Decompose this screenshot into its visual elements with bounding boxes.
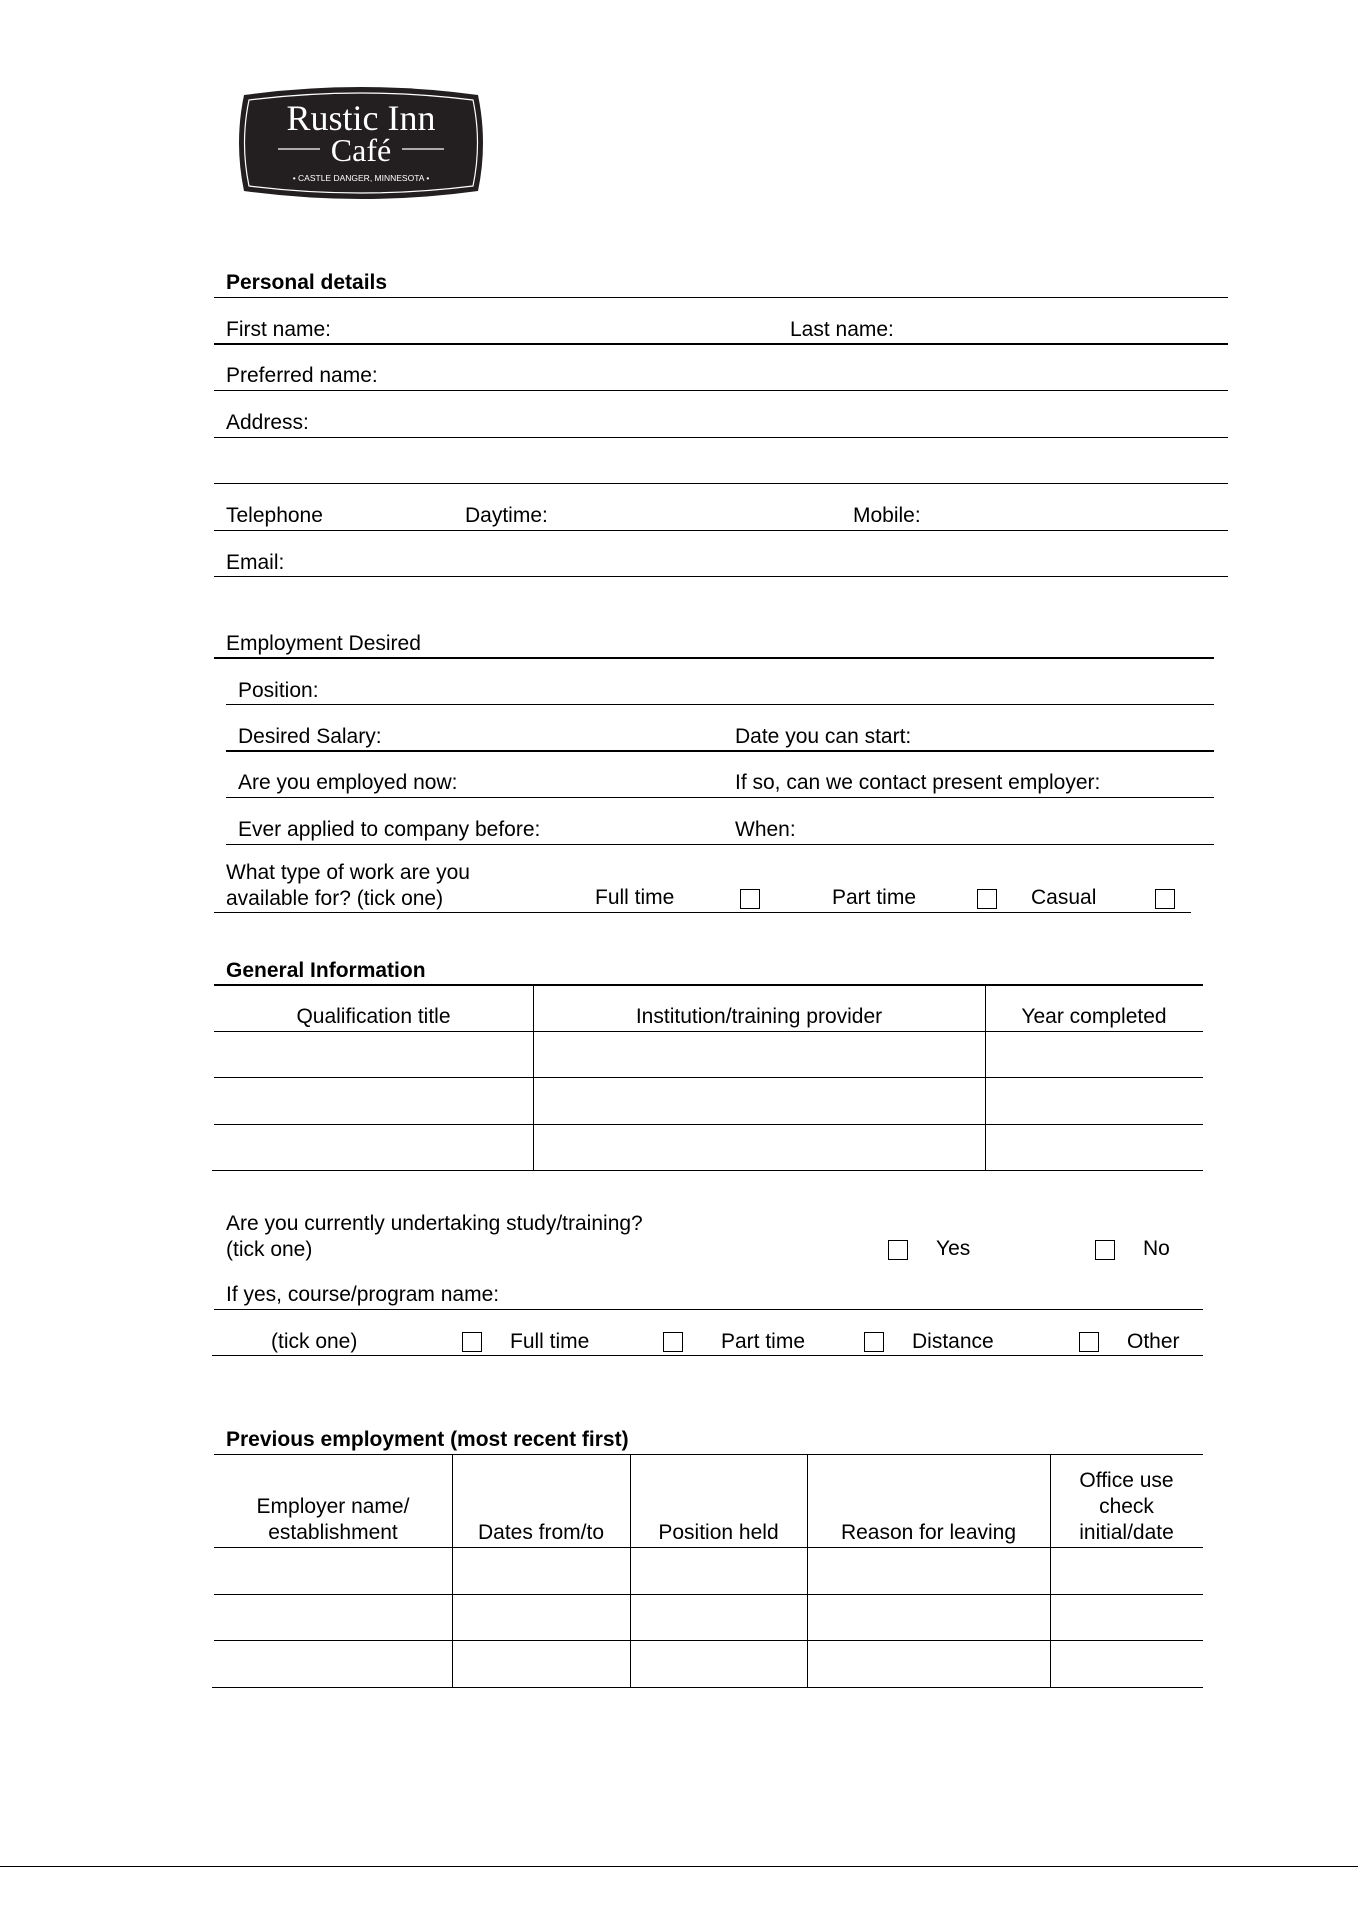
study-question bbox=[226, 1211, 643, 1263]
applied-field-line[interactable] bbox=[226, 844, 1214, 845]
study-no-label: No bbox=[1143, 1237, 1170, 1260]
position-label: Position: bbox=[238, 679, 319, 702]
table-row[interactable] bbox=[212, 1687, 1203, 1688]
work-full-time-checkbox[interactable] bbox=[740, 889, 760, 909]
when-label: When: bbox=[735, 818, 796, 841]
preferred-name-field-line[interactable] bbox=[214, 390, 1228, 391]
col-reason-leaving: Reason for leaving bbox=[840, 1521, 1017, 1544]
table-row[interactable] bbox=[214, 1594, 1203, 1595]
personal-details-heading: Personal details bbox=[226, 271, 388, 294]
study-full-time-checkbox[interactable] bbox=[462, 1332, 482, 1352]
rustic-inn-cafe-logo bbox=[236, 85, 486, 201]
logo-tagline: • CASTLE DANGER, MINNESOTA • bbox=[292, 173, 430, 183]
preferred-name-label: Preferred name: bbox=[226, 364, 378, 387]
table-row[interactable] bbox=[214, 1547, 1203, 1548]
work-type-line2: available for? (tick one) bbox=[226, 887, 444, 910]
name-field-line[interactable] bbox=[214, 343, 1228, 345]
col-dates: Dates from/to bbox=[477, 1521, 605, 1544]
footer-rule bbox=[0, 1866, 1358, 1867]
study-distance-checkbox[interactable] bbox=[864, 1332, 884, 1352]
col-qualification-title: Qualification title bbox=[296, 1005, 451, 1028]
col-position-held: Position held bbox=[658, 1521, 779, 1544]
study-distance-label: Distance bbox=[912, 1330, 994, 1353]
date-start-label: Date you can start: bbox=[735, 725, 912, 748]
divider bbox=[214, 297, 1228, 298]
table-row[interactable] bbox=[214, 1077, 1203, 1078]
divider bbox=[212, 1355, 1203, 1356]
employed-now-label: Are you employed now: bbox=[238, 771, 458, 794]
table-top-border bbox=[214, 1454, 1203, 1455]
study-question-line2: (tick one) bbox=[226, 1238, 313, 1261]
table-col-divider bbox=[452, 1455, 453, 1687]
table-top-border bbox=[214, 984, 1203, 986]
work-casual-checkbox[interactable] bbox=[1155, 889, 1175, 909]
course-name-label: If yes, course/program name: bbox=[226, 1283, 500, 1306]
work-casual-label: Casual bbox=[1031, 886, 1097, 909]
col-office-line1: Office use bbox=[1079, 1469, 1174, 1492]
study-no-checkbox[interactable] bbox=[1095, 1240, 1115, 1260]
work-type-question bbox=[226, 860, 470, 912]
employed-field-line[interactable] bbox=[226, 797, 1214, 798]
employment-desired-heading: Employment Desired bbox=[226, 632, 421, 655]
email-field-line[interactable] bbox=[214, 576, 1228, 577]
study-other-label: Other bbox=[1127, 1330, 1180, 1353]
telephone-field-line[interactable] bbox=[214, 530, 1228, 531]
tick-one-label: (tick one) bbox=[271, 1330, 358, 1353]
address-label: Address: bbox=[226, 411, 309, 434]
address-field-line[interactable] bbox=[214, 437, 1228, 438]
email-label: Email: bbox=[226, 551, 285, 574]
first-name-label: First name: bbox=[226, 318, 332, 341]
work-type-line1: What type of work are you bbox=[226, 861, 470, 884]
divider bbox=[214, 657, 1214, 659]
col-institution: Institution/training provider bbox=[635, 1005, 883, 1028]
study-question-line1: Are you currently undertaking study/training? bbox=[226, 1212, 643, 1235]
work-full-time-label: Full time bbox=[595, 886, 675, 909]
previous-employment-heading: Previous employment (most recent first) bbox=[226, 1428, 629, 1451]
work-part-time-label: Part time bbox=[832, 886, 917, 909]
study-yes-label: Yes bbox=[936, 1237, 971, 1260]
contact-employer-label: If so, can we contact present employer: bbox=[735, 771, 1101, 794]
table-row[interactable] bbox=[214, 1124, 1203, 1125]
salary-field-line[interactable] bbox=[226, 750, 1214, 752]
study-yes-checkbox[interactable] bbox=[888, 1240, 908, 1260]
general-information-heading: General Information bbox=[226, 959, 426, 982]
work-part-time-checkbox[interactable] bbox=[977, 889, 997, 909]
col-employer-name bbox=[214, 1494, 452, 1546]
logo-line1: Rustic Inn bbox=[286, 98, 436, 138]
telephone-label: Telephone bbox=[226, 504, 323, 527]
study-full-time-label: Full time bbox=[510, 1330, 590, 1353]
table-col-divider bbox=[630, 1455, 631, 1687]
applied-before-label: Ever applied to company before: bbox=[238, 818, 541, 841]
study-part-time-checkbox[interactable] bbox=[663, 1332, 683, 1352]
mobile-label: Mobile: bbox=[853, 504, 921, 527]
col-office-use bbox=[1050, 1468, 1203, 1546]
col-employer-line1: Employer name/ bbox=[256, 1495, 410, 1518]
table-row[interactable] bbox=[214, 1031, 1203, 1032]
desired-salary-label: Desired Salary: bbox=[238, 725, 382, 748]
col-office-line3: initial/date bbox=[1079, 1521, 1174, 1544]
last-name-label: Last name: bbox=[790, 318, 894, 341]
divider bbox=[214, 912, 1191, 913]
study-part-time-label: Part time bbox=[721, 1330, 806, 1353]
course-name-field-line[interactable] bbox=[214, 1309, 1203, 1310]
position-field-line[interactable] bbox=[226, 704, 1214, 705]
study-other-checkbox[interactable] bbox=[1079, 1332, 1099, 1352]
col-office-line2: check bbox=[1099, 1495, 1154, 1518]
address-field-line-2[interactable] bbox=[214, 483, 1228, 484]
table-col-divider bbox=[807, 1455, 808, 1687]
col-employer-line2: establishment bbox=[268, 1521, 398, 1544]
daytime-label: Daytime: bbox=[465, 504, 548, 527]
logo-line2: Café bbox=[330, 132, 392, 168]
table-row[interactable] bbox=[214, 1640, 1203, 1641]
col-year-completed: Year completed bbox=[1021, 1005, 1167, 1028]
table-row[interactable] bbox=[212, 1170, 1203, 1171]
